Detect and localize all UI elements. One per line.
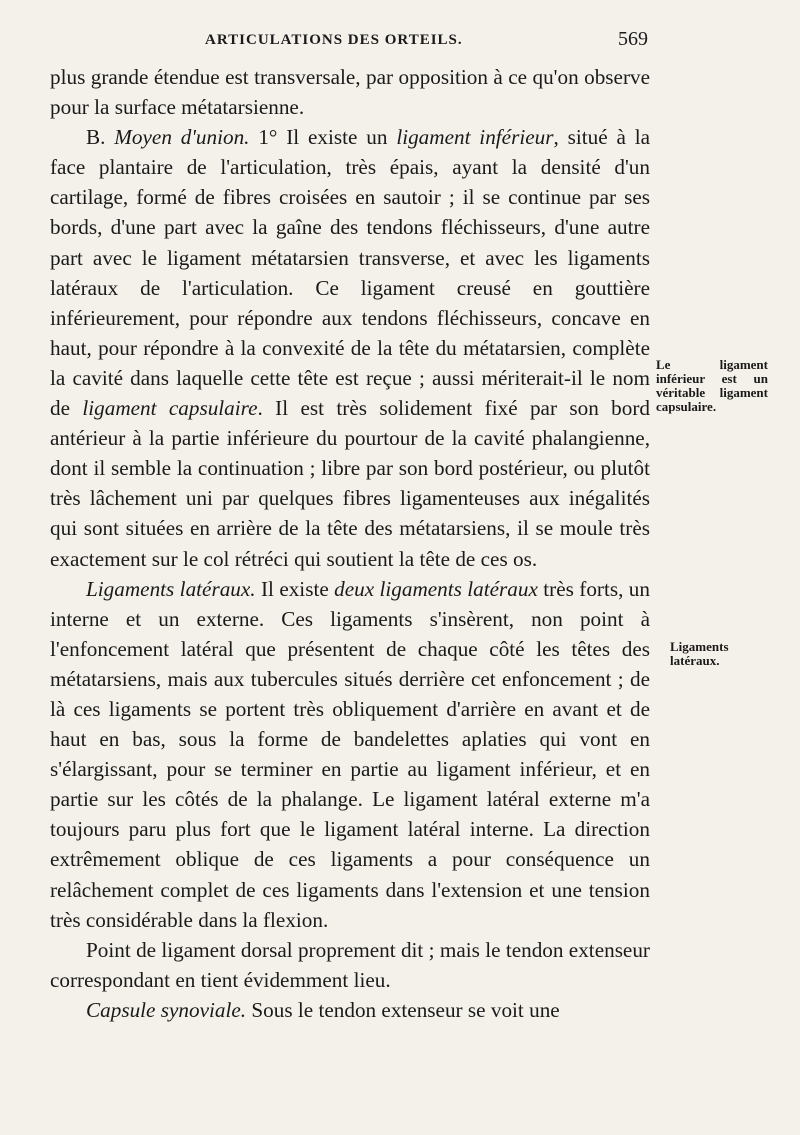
section-heading-capsule-synoviale: Capsule synoviale. [86, 997, 247, 1022]
paragraph-capsule-synoviale: Capsule synoviale. Sous le tendon extenseur se voit une [86, 997, 560, 1022]
paragraph-ligaments-lateraux: Ligaments latéraux. Il existe deux ligaments latéraux très forts, un interne et un externe. Ces ligaments s'insèrent, non point à l'enfoncement latéral que présentent de chaque côté les têtes des métatarsiens, mais aux tubercules situés derrière cet enfoncement ; de là ces ligaments se portent très obliquement d'arrière en avant et de haut en bas, sous la forme de bandelettes aplaties qui vont en s'élargissant, pour se terminer en partie au ligament inférieur, et en partie sur les côtés de la phalange. Le ligament latéral externe m'a toujours paru plus fort que le ligament latéral interne. La direction extrêmement oblique de ces ligaments a pour conséquence un relâchement complet de ces ligaments dans l'extension et une tension très considérable dans la flexion. [50, 576, 650, 932]
page-number: 569 [618, 28, 648, 50]
body-text [50, 62, 650, 1025]
paragraph-moyen-d-union: B. Moyen d'union. 1° Il existe un ligament inférieur, situé à la face plantaire de l'articulation, très épais, ayant la densité d'un cartilage, formé de fibres croisées en sautoir ; il se continue par ses bords, d'une part avec la gaîne des tendons fléchisseurs, d'une autre part avec le ligament métatarsien transverse, et avec les ligaments latéraux de l'articulation. Ce ligament creusé en gouttière inférieurement, pour répondre aux tendons fléchisseurs, concave en haut, pour répondre à la convexité de la tête du métatarsien, complète la cavité dans laquelle cette tête est reçue ; aussi mériterait-il le nom de ligament capsulaire. Il est très solidement fixé par son bord antérieur à la partie inférieure du pourtour de la cavité phalangienne, dont il semble la continuation ; libre par son bord postérieur, ou plutôt très lâchement uni par quelques fibres ligamenteuses aux inégalités qui sont situées en arrière de la tête des métatarsiens, il se moule très exactement sur le col rétréci qui soutient la tête de ces os. [50, 125, 650, 571]
page-header [150, 28, 650, 56]
running-head: ARTICULATIONS DES ORTEILS. [205, 32, 463, 48]
paragraph-1: plus grande étendue est transversale, par opposition à ce qu'on observe pour la surface métatarsienne. [50, 65, 650, 120]
term-deux-ligaments-lateraux: deux ligaments latéraux [334, 576, 538, 601]
sidenote-ligament-inferieur: Le ligament inférieur est un véritable ligament capsulaire. [656, 357, 768, 414]
sidenote-ligaments-lateraux: Ligaments latéraux. [670, 639, 729, 668]
section-heading-moyen-d-union: Moyen d'union. [114, 125, 250, 150]
section-heading-ligaments-lateraux: Ligaments latéraux. [86, 576, 256, 601]
paragraph-ligament-dorsal: Point de ligament dorsal proprement dit ; mais le tendon extenseur correspondant en tient évidemment lieu. [50, 937, 650, 992]
term-ligament-capsulaire: ligament capsulaire [82, 396, 258, 421]
term-ligament-inferieur: ligament inférieur [396, 125, 554, 150]
